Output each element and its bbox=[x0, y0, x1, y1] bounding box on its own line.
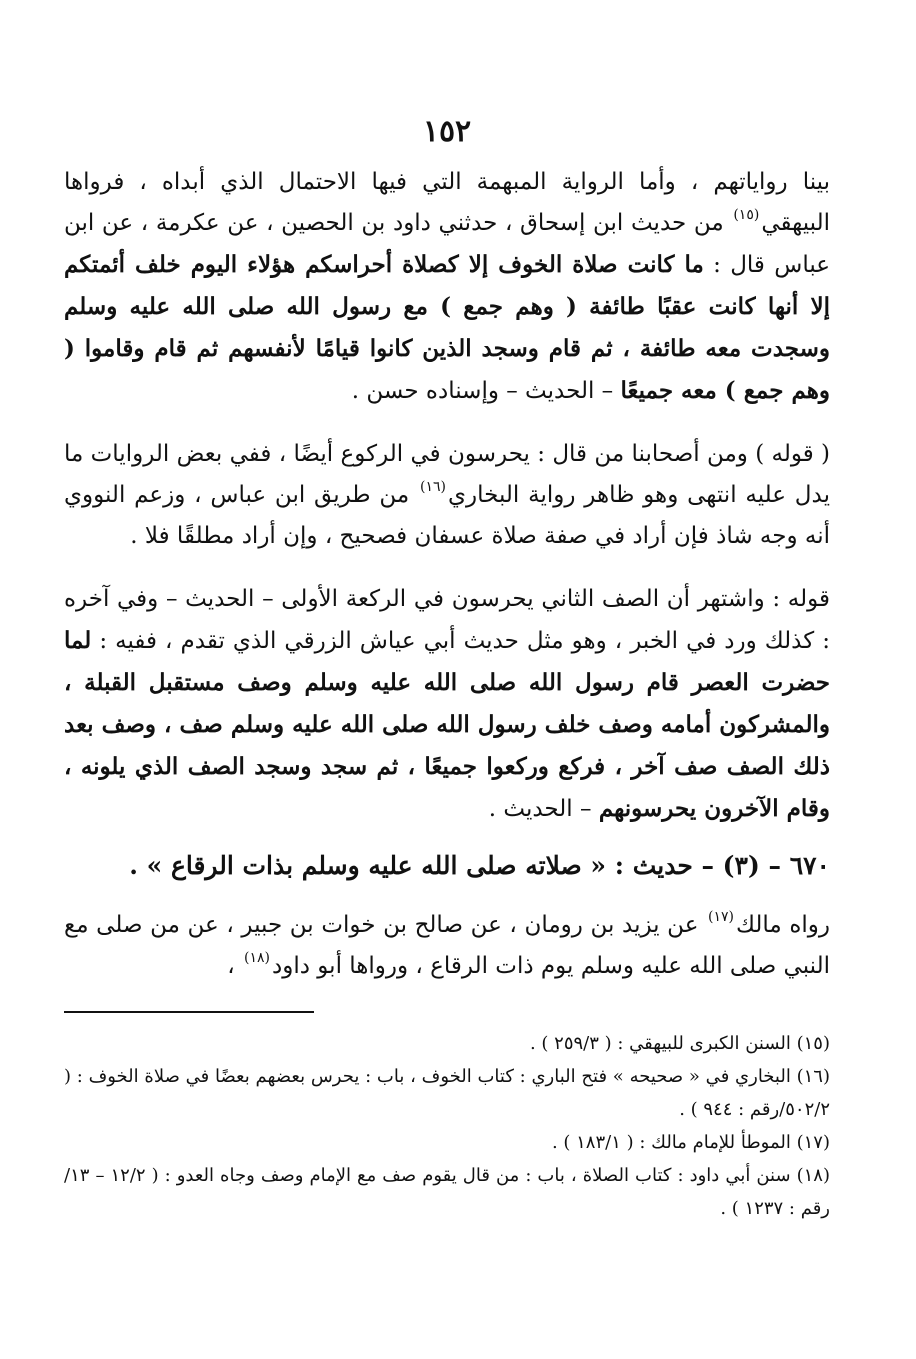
hadith-heading: ٦٧٠ – (٣) – حديث : « صلاته صلى الله عليه وسلم بذات الرقاع » . bbox=[129, 851, 830, 880]
footnote-text: البخاري في « صحيحه » فتح الباري : كتاب الخوف ، باب : يحرس بعضهم بعضًا في صلاة الخوف : ( ٥٠٢/٢/رقم : ٩٤٤ ) . bbox=[64, 1066, 830, 1120]
paragraph-3-text-b: – الحديث . bbox=[488, 796, 599, 822]
paragraph-4-text-b: عن يزيد بن رومان ، عن صالح بن خوات بن جبير ، عن من صلى مع النبي صلى الله عليه وسلم يوم ذات الرقاع ، ورواها أبو داود bbox=[64, 912, 830, 979]
footnote-18 bbox=[64, 1159, 830, 1225]
paragraph-2-text-b: من طريق ابن عباس ، وزعم النووي أنه وجه شاذ فإن أراد في صفة صلاة عسفان فصحيح ، وإن أراد مطلقًا فلا . bbox=[64, 482, 830, 549]
footnote-15 bbox=[64, 1027, 830, 1060]
paragraph-4 bbox=[64, 905, 830, 987]
footnote-16 bbox=[64, 1060, 830, 1126]
footnote-number: (١٨) bbox=[796, 1165, 831, 1186]
footnote-ref-16: (١٦) bbox=[420, 479, 447, 495]
paragraph-3-quote: لما حضرت العصر قام رسول الله صلى الله عليه وسلم وصف مستقبل القبلة ، والمشركون أمامه وصف خلف رسول الله صلى الله عليه وسلم صف ، وصف بعد ذلك الصف صف آخر ، فركع وركعوا جميعًا ، ثم سجد وسجد الصف الذي يلونه ، وقام الآخرون يحرسونهم bbox=[64, 627, 830, 822]
paragraph-2 bbox=[64, 434, 830, 557]
footnote-separator bbox=[64, 1011, 314, 1013]
paragraph-3-text-a: قوله : واشتهر أن الصف الثاني يحرسون في الركعة الأولى – الحديث – وفي آخره : كذلك ورد في الخبر ، وهو مثل حديث أبي عياش الزرقي الذي تقدم ، ففيه : bbox=[64, 586, 830, 654]
footnote-text: سنن أبي داود : كتاب الصلاة ، باب : من قال يقوم صف مع الإمام وصف وجاه العدو : ( ١٢/٢ – ١٣/رقم : ١٢٣٧ ) . bbox=[64, 1165, 830, 1219]
footnotes bbox=[64, 1027, 830, 1225]
paragraph-1 bbox=[64, 162, 830, 412]
page-number: ١٥٢ bbox=[422, 114, 472, 149]
footnote-number: (١٦) bbox=[796, 1066, 830, 1087]
footnote-number: (١٥) bbox=[796, 1033, 830, 1054]
document-page bbox=[64, 112, 830, 1319]
paragraph-2-text-a: ( قوله ) ومن أصحابنا من قال : يحرسون في الركوع أيضًا ، ففي بعض الروايات ما يدل عليه انتهى وهو ظاهر رواية البخاري bbox=[64, 441, 830, 508]
paragraph-1-text-a: بينا رواياتهم ، وأما الرواية المبهمة التي فيها الاحتمال الذي أبداه ، فرواها البيهقي bbox=[64, 169, 830, 236]
footnote-text: الموطأ للإمام مالك : ( ١٨٣/١ ) . bbox=[551, 1132, 797, 1153]
paragraph-4-text-c: ، bbox=[227, 953, 243, 979]
footnote-ref-18: (١٨) bbox=[244, 950, 270, 966]
footnote-ref-17: (١٧) bbox=[708, 909, 735, 925]
paragraph-4-text-a: رواه مالك bbox=[736, 912, 830, 938]
footnote-17 bbox=[64, 1126, 830, 1159]
footnote-text: السنن الكبرى للبيهقي : ( ٢٥٩/٣ ) . bbox=[529, 1033, 797, 1054]
paragraph-1-quote: ما كانت صلاة الخوف إلا كصلاة أحراسكم هؤلاء اليوم خلف أئمتكم إلا أنها كانت عقبًا طائفة ( وهم جمع ) مع رسول الله صلى الله عليه وسلم وسجدت معه طائفة ، ثم قام وسجد الذين كانوا قيامًا لأنفسهم ثم قام وقاموا ( وهم جمع ) معه جميعًا bbox=[64, 251, 830, 404]
footnote-ref-15: (١٥) bbox=[733, 207, 760, 223]
footnote-number: (١٧) bbox=[796, 1132, 830, 1153]
paragraph-3 bbox=[64, 579, 830, 830]
paragraph-1-text-b: من حديث ابن إسحاق ، حدثني داود بن الحصين ، عن عكرمة ، عن ابن عباس قال : bbox=[64, 210, 830, 278]
paragraph-1-text-c: – الحديث – وإسناده حسن . bbox=[351, 378, 621, 404]
